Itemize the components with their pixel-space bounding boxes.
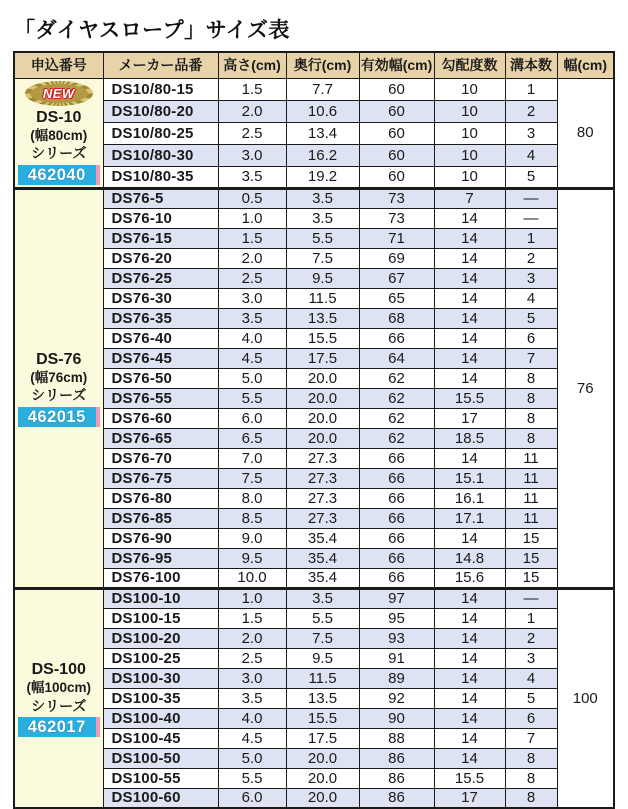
series-width-label: (幅80cm) xyxy=(30,127,88,143)
groove-count-cell: 8 xyxy=(505,788,557,808)
groove-count-cell: 11 xyxy=(505,448,557,468)
depth-cell: 16.2 xyxy=(286,144,359,166)
height-cell: 1.5 xyxy=(218,78,286,100)
groove-count-cell: 15 xyxy=(505,548,557,568)
depth-cell: 27.3 xyxy=(286,508,359,528)
slope-degree-cell: 15.1 xyxy=(434,468,505,488)
depth-cell: 13.5 xyxy=(286,688,359,708)
effective-width-cell: 88 xyxy=(359,728,434,748)
column-header-7: 幅(cm) xyxy=(557,52,614,78)
series-suffix-label: シリーズ xyxy=(31,697,87,714)
height-cell: 5.0 xyxy=(218,748,286,768)
effective-width-cell: 66 xyxy=(359,568,434,588)
slope-degree-cell: 14 xyxy=(434,628,505,648)
groove-count-cell: 1 xyxy=(505,608,557,628)
height-cell: 3.0 xyxy=(218,144,286,166)
model-number-cell: DS100-55 xyxy=(103,768,218,788)
effective-width-cell: 62 xyxy=(359,408,434,428)
height-cell: 1.0 xyxy=(218,208,286,228)
model-number-cell: DS100-25 xyxy=(103,648,218,668)
height-cell: 4.5 xyxy=(218,348,286,368)
height-cell: 1.5 xyxy=(218,228,286,248)
depth-cell: 3.5 xyxy=(286,188,359,208)
depth-cell: 11.5 xyxy=(286,288,359,308)
model-number-cell: DS76-20 xyxy=(103,248,218,268)
model-number-cell: DS100-40 xyxy=(103,708,218,728)
slope-degree-cell: 17 xyxy=(434,788,505,808)
new-badge-icon xyxy=(25,81,93,106)
table-row xyxy=(14,268,614,288)
table-row xyxy=(14,588,614,608)
model-number-cell: DS76-40 xyxy=(103,328,218,348)
groove-count-cell: — xyxy=(505,188,557,208)
depth-cell: 7.7 xyxy=(286,78,359,100)
height-cell: 6.0 xyxy=(218,788,286,808)
depth-cell: 20.0 xyxy=(286,408,359,428)
depth-cell: 35.4 xyxy=(286,528,359,548)
depth-cell: 20.0 xyxy=(286,768,359,788)
depth-cell: 3.5 xyxy=(286,588,359,608)
table-row xyxy=(14,468,614,488)
slope-degree-cell: 14 xyxy=(434,228,505,248)
slope-degree-cell: 15.5 xyxy=(434,768,505,788)
effective-width-cell: 89 xyxy=(359,668,434,688)
effective-width-cell: 71 xyxy=(359,228,434,248)
slope-degree-cell: 14 xyxy=(434,268,505,288)
model-number-cell: DS76-5 xyxy=(103,188,218,208)
model-number-cell: DS10/80-25 xyxy=(103,122,218,144)
table-row xyxy=(14,608,614,628)
groove-count-cell: 1 xyxy=(505,228,557,248)
effective-width-cell: 73 xyxy=(359,208,434,228)
slope-degree-cell: 14 xyxy=(434,328,505,348)
table-row xyxy=(14,144,614,166)
height-cell: 3.5 xyxy=(218,308,286,328)
table-row xyxy=(14,428,614,448)
model-number-cell: DS10/80-35 xyxy=(103,166,218,188)
order-number-badge: 462015 xyxy=(18,407,100,427)
series-width-label: (幅100cm) xyxy=(26,679,92,695)
depth-cell: 15.5 xyxy=(286,328,359,348)
effective-width-cell: 60 xyxy=(359,166,434,188)
model-number-cell: DS76-95 xyxy=(103,548,218,568)
series-cell-DS-100 xyxy=(14,588,103,808)
width-cm-cell: 76 xyxy=(557,188,614,588)
series-cell-DS-76 xyxy=(14,188,103,588)
slope-degree-cell: 14 xyxy=(434,748,505,768)
depth-cell: 35.4 xyxy=(286,568,359,588)
effective-width-cell: 92 xyxy=(359,688,434,708)
groove-count-cell: 4 xyxy=(505,144,557,166)
height-cell: 7.5 xyxy=(218,468,286,488)
model-number-cell: DS100-20 xyxy=(103,628,218,648)
model-number-cell: DS100-35 xyxy=(103,688,218,708)
slope-degree-cell: 10 xyxy=(434,100,505,122)
slope-degree-cell: 15.5 xyxy=(434,388,505,408)
table-row xyxy=(14,78,614,100)
series-suffix-label: シリーズ xyxy=(31,145,87,162)
groove-count-cell: 4 xyxy=(505,288,557,308)
groove-count-cell: 7 xyxy=(505,348,557,368)
effective-width-cell: 69 xyxy=(359,248,434,268)
table-row xyxy=(14,548,614,568)
groove-count-cell: 7 xyxy=(505,728,557,748)
height-cell: 5.5 xyxy=(218,388,286,408)
groove-count-cell: 15 xyxy=(505,568,557,588)
slope-degree-cell: 14 xyxy=(434,728,505,748)
height-cell: 2.0 xyxy=(218,100,286,122)
depth-cell: 27.3 xyxy=(286,488,359,508)
effective-width-cell: 95 xyxy=(359,608,434,628)
depth-cell: 20.0 xyxy=(286,748,359,768)
height-cell: 3.5 xyxy=(218,166,286,188)
height-cell: 5.5 xyxy=(218,768,286,788)
order-number-badge: 462017 xyxy=(18,717,100,737)
table-row xyxy=(14,708,614,728)
height-cell: 7.0 xyxy=(218,448,286,468)
effective-width-cell: 86 xyxy=(359,768,434,788)
slope-degree-cell: 10 xyxy=(434,144,505,166)
effective-width-cell: 66 xyxy=(359,548,434,568)
height-cell: 4.5 xyxy=(218,728,286,748)
height-cell: 2.5 xyxy=(218,122,286,144)
series-name: DS-76 xyxy=(36,350,82,368)
height-cell: 9.0 xyxy=(218,528,286,548)
model-number-cell: DS76-30 xyxy=(103,288,218,308)
height-cell: 9.5 xyxy=(218,548,286,568)
height-cell: 2.0 xyxy=(218,628,286,648)
depth-cell: 9.5 xyxy=(286,268,359,288)
effective-width-cell: 86 xyxy=(359,788,434,808)
table-row xyxy=(14,288,614,308)
column-header-0: 申込番号 xyxy=(14,52,103,78)
table-row xyxy=(14,568,614,588)
effective-width-cell: 90 xyxy=(359,708,434,728)
effective-width-cell: 66 xyxy=(359,528,434,548)
width-cm-cell: 100 xyxy=(557,588,614,808)
height-cell: 3.0 xyxy=(218,668,286,688)
effective-width-cell: 64 xyxy=(359,348,434,368)
groove-count-cell: 5 xyxy=(505,308,557,328)
model-number-cell: DS76-50 xyxy=(103,368,218,388)
slope-degree-cell: 15.6 xyxy=(434,568,505,588)
slope-degree-cell: 14 xyxy=(434,528,505,548)
slope-degree-cell: 14 xyxy=(434,208,505,228)
table-row xyxy=(14,528,614,548)
groove-count-cell: — xyxy=(505,588,557,608)
groove-count-cell: 6 xyxy=(505,328,557,348)
effective-width-cell: 66 xyxy=(359,508,434,528)
effective-width-cell: 60 xyxy=(359,122,434,144)
slope-degree-cell: 17 xyxy=(434,408,505,428)
table-row xyxy=(14,388,614,408)
effective-width-cell: 66 xyxy=(359,328,434,348)
table-row xyxy=(14,100,614,122)
slope-degree-cell: 14.8 xyxy=(434,548,505,568)
slope-degree-cell: 14 xyxy=(434,308,505,328)
table-row xyxy=(14,348,614,368)
height-cell: 6.0 xyxy=(218,408,286,428)
table-row xyxy=(14,188,614,208)
groove-count-cell: 8 xyxy=(505,388,557,408)
slope-degree-cell: 10 xyxy=(434,122,505,144)
series-name: DS-100 xyxy=(31,660,86,678)
table-row xyxy=(14,328,614,348)
table-row xyxy=(14,768,614,788)
width-cm-cell: 80 xyxy=(557,78,614,188)
column-header-5: 勾配度数 xyxy=(434,52,505,78)
groove-count-cell: 8 xyxy=(505,408,557,428)
slope-degree-cell: 18.5 xyxy=(434,428,505,448)
table-row xyxy=(14,166,614,188)
model-number-cell: DS100-60 xyxy=(103,788,218,808)
size-table xyxy=(13,51,615,809)
groove-count-cell: 4 xyxy=(505,668,557,688)
groove-count-cell: 11 xyxy=(505,488,557,508)
effective-width-cell: 68 xyxy=(359,308,434,328)
height-cell: 4.0 xyxy=(218,708,286,728)
groove-count-cell: 8 xyxy=(505,768,557,788)
groove-count-cell: 6 xyxy=(505,708,557,728)
table-row xyxy=(14,122,614,144)
slope-degree-cell: 14 xyxy=(434,348,505,368)
depth-cell: 5.5 xyxy=(286,228,359,248)
model-number-cell: DS10/80-20 xyxy=(103,100,218,122)
effective-width-cell: 66 xyxy=(359,448,434,468)
depth-cell: 10.6 xyxy=(286,100,359,122)
groove-count-cell: 2 xyxy=(505,100,557,122)
effective-width-cell: 73 xyxy=(359,188,434,208)
effective-width-cell: 67 xyxy=(359,268,434,288)
depth-cell: 15.5 xyxy=(286,708,359,728)
model-number-cell: DS100-50 xyxy=(103,748,218,768)
table-row xyxy=(14,728,614,748)
slope-degree-cell: 17.1 xyxy=(434,508,505,528)
order-number-badge: 462040 xyxy=(18,165,100,185)
header-row xyxy=(14,52,614,78)
slope-degree-cell: 7 xyxy=(434,188,505,208)
height-cell: 0.5 xyxy=(218,188,286,208)
model-number-cell: DS100-45 xyxy=(103,728,218,748)
model-number-cell: DS76-60 xyxy=(103,408,218,428)
height-cell: 4.0 xyxy=(218,328,286,348)
height-cell: 2.0 xyxy=(218,248,286,268)
depth-cell: 5.5 xyxy=(286,608,359,628)
groove-count-cell: 11 xyxy=(505,468,557,488)
effective-width-cell: 97 xyxy=(359,588,434,608)
effective-width-cell: 62 xyxy=(359,428,434,448)
effective-width-cell: 62 xyxy=(359,388,434,408)
depth-cell: 13.4 xyxy=(286,122,359,144)
model-number-cell: DS100-15 xyxy=(103,608,218,628)
depth-cell: 27.3 xyxy=(286,448,359,468)
series-name: DS-10 xyxy=(36,108,82,126)
model-number-cell: DS100-30 xyxy=(103,668,218,688)
height-cell: 3.0 xyxy=(218,288,286,308)
table-row xyxy=(14,248,614,268)
height-cell: 6.5 xyxy=(218,428,286,448)
model-number-cell: DS76-75 xyxy=(103,468,218,488)
table-row xyxy=(14,228,614,248)
effective-width-cell: 60 xyxy=(359,100,434,122)
depth-cell: 20.0 xyxy=(286,788,359,808)
groove-count-cell: 5 xyxy=(505,688,557,708)
height-cell: 1.0 xyxy=(218,588,286,608)
model-number-cell: DS10/80-15 xyxy=(103,78,218,100)
effective-width-cell: 62 xyxy=(359,368,434,388)
model-number-cell: DS76-80 xyxy=(103,488,218,508)
effective-width-cell: 65 xyxy=(359,288,434,308)
groove-count-cell: 8 xyxy=(505,428,557,448)
table-row xyxy=(14,208,614,228)
effective-width-cell: 93 xyxy=(359,628,434,648)
table-row xyxy=(14,628,614,648)
depth-cell: 20.0 xyxy=(286,368,359,388)
depth-cell: 11.5 xyxy=(286,668,359,688)
series-width-label: (幅76cm) xyxy=(30,369,88,385)
groove-count-cell: 8 xyxy=(505,748,557,768)
column-header-6: 溝本数 xyxy=(505,52,557,78)
height-cell: 2.5 xyxy=(218,268,286,288)
depth-cell: 7.5 xyxy=(286,628,359,648)
groove-count-cell: 15 xyxy=(505,528,557,548)
groove-count-cell: 1 xyxy=(505,78,557,100)
slope-degree-cell: 14 xyxy=(434,288,505,308)
height-cell: 8.0 xyxy=(218,488,286,508)
column-header-1: メーカー品番 xyxy=(103,52,218,78)
model-number-cell: DS76-35 xyxy=(103,308,218,328)
groove-count-cell: — xyxy=(505,208,557,228)
model-number-cell: DS76-85 xyxy=(103,508,218,528)
effective-width-cell: 66 xyxy=(359,468,434,488)
table-row xyxy=(14,788,614,808)
model-number-cell: DS100-10 xyxy=(103,588,218,608)
depth-cell: 3.5 xyxy=(286,208,359,228)
effective-width-cell: 60 xyxy=(359,78,434,100)
model-number-cell: DS76-45 xyxy=(103,348,218,368)
slope-degree-cell: 14 xyxy=(434,368,505,388)
new-badge-label: NEW xyxy=(42,85,75,101)
table-row xyxy=(14,308,614,328)
slope-degree-cell: 14 xyxy=(434,448,505,468)
depth-cell: 13.5 xyxy=(286,308,359,328)
depth-cell: 19.2 xyxy=(286,166,359,188)
depth-cell: 35.4 xyxy=(286,548,359,568)
column-header-3: 奥行(cm) xyxy=(286,52,359,78)
height-cell: 1.5 xyxy=(218,608,286,628)
depth-cell: 17.5 xyxy=(286,728,359,748)
model-number-cell: DS76-100 xyxy=(103,568,218,588)
groove-count-cell: 11 xyxy=(505,508,557,528)
model-number-cell: DS10/80-30 xyxy=(103,144,218,166)
groove-count-cell: 5 xyxy=(505,166,557,188)
table-row xyxy=(14,648,614,668)
groove-count-cell: 2 xyxy=(505,628,557,648)
slope-degree-cell: 14 xyxy=(434,588,505,608)
effective-width-cell: 60 xyxy=(359,144,434,166)
model-number-cell: DS76-90 xyxy=(103,528,218,548)
slope-degree-cell: 14 xyxy=(434,648,505,668)
groove-count-cell: 3 xyxy=(505,648,557,668)
effective-width-cell: 91 xyxy=(359,648,434,668)
depth-cell: 17.5 xyxy=(286,348,359,368)
model-number-cell: DS76-25 xyxy=(103,268,218,288)
table-row xyxy=(14,448,614,468)
column-header-4: 有効幅(cm) xyxy=(359,52,434,78)
depth-cell: 27.3 xyxy=(286,468,359,488)
height-cell: 5.0 xyxy=(218,368,286,388)
slope-degree-cell: 14 xyxy=(434,708,505,728)
series-cell-DS-10 xyxy=(14,78,103,188)
table-row xyxy=(14,688,614,708)
model-number-cell: DS76-15 xyxy=(103,228,218,248)
model-number-cell: DS76-10 xyxy=(103,208,218,228)
model-number-cell: DS76-70 xyxy=(103,448,218,468)
height-cell: 2.5 xyxy=(218,648,286,668)
series-suffix-label: シリーズ xyxy=(31,387,87,404)
depth-cell: 9.5 xyxy=(286,648,359,668)
table-row xyxy=(14,488,614,508)
height-cell: 3.5 xyxy=(218,688,286,708)
slope-degree-cell: 10 xyxy=(434,166,505,188)
slope-degree-cell: 14 xyxy=(434,688,505,708)
column-header-2: 高さ(cm) xyxy=(218,52,286,78)
groove-count-cell: 3 xyxy=(505,268,557,288)
height-cell: 8.5 xyxy=(218,508,286,528)
effective-width-cell: 86 xyxy=(359,748,434,768)
table-row xyxy=(14,408,614,428)
page-title: 「ダイヤスロープ」サイズ表 xyxy=(14,19,290,42)
slope-degree-cell: 16.1 xyxy=(434,488,505,508)
table-row xyxy=(14,368,614,388)
groove-count-cell: 2 xyxy=(505,248,557,268)
slope-degree-cell: 14 xyxy=(434,608,505,628)
table-body xyxy=(14,78,614,808)
depth-cell: 7.5 xyxy=(286,248,359,268)
table-row xyxy=(14,508,614,528)
effective-width-cell: 66 xyxy=(359,488,434,508)
slope-degree-cell: 14 xyxy=(434,248,505,268)
slope-degree-cell: 14 xyxy=(434,668,505,688)
model-number-cell: DS76-55 xyxy=(103,388,218,408)
depth-cell: 20.0 xyxy=(286,428,359,448)
table-row xyxy=(14,668,614,688)
height-cell: 10.0 xyxy=(218,568,286,588)
table-row xyxy=(14,748,614,768)
groove-count-cell: 8 xyxy=(505,368,557,388)
depth-cell: 20.0 xyxy=(286,388,359,408)
slope-degree-cell: 10 xyxy=(434,78,505,100)
model-number-cell: DS76-65 xyxy=(103,428,218,448)
groove-count-cell: 3 xyxy=(505,122,557,144)
